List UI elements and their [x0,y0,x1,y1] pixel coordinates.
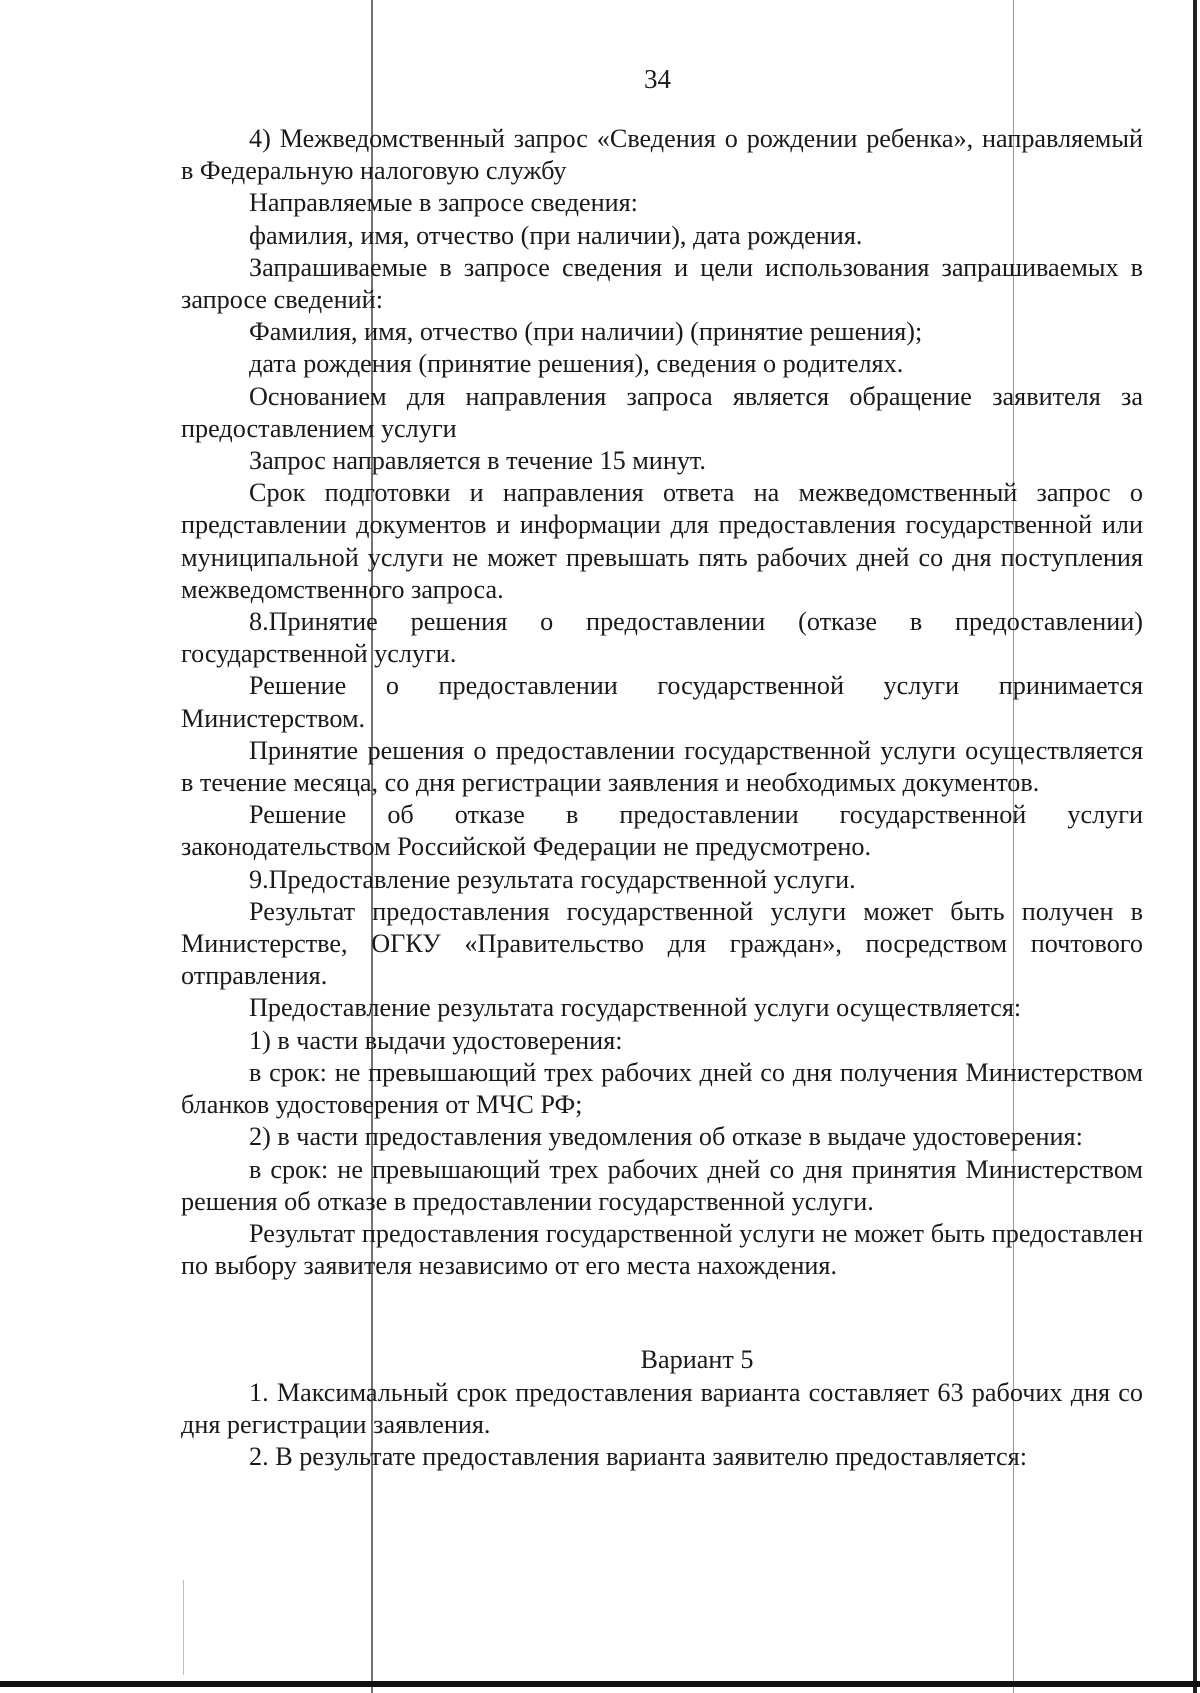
paragraph: 9.Предоставление результата государственной услуги. [249,864,856,894]
paragraph: Фамилия, имя, отчество (при наличии) (принятие решения); [249,317,923,347]
paragraph: Запрос направляется в течение 15 минут. [249,446,706,476]
page-number: 34 [644,64,671,94]
scan-edge-bottom [0,1681,1200,1687]
paragraph: Срок подготовки и направления ответа на межведомственный запрос о представлении документов и информации для предоставления государственной или муниципальной услуги не может превышать пять рабочих дней со дня поступления межведомственного запроса. [181,478,1143,604]
paragraph: 1. Максимальный срок предоставления варианта составляет 63 рабочих дня со дня регистрации заявления. [181,1377,1143,1439]
paragraph: Принятие решения о предоставлении государственной услуги осуществляется в течение месяца, со дня регистрации заявления и необходимых документов. [181,735,1143,798]
paragraph: Запрашиваемые в запросе сведения и цели использования запрашиваемых в запросе сведений: [181,252,1143,315]
paragraph: 2. В результате предоставления варианта заявителю предоставляется: [249,1441,1028,1471]
paragraph: Результат предоставления государственной услуги не может быть предоставлен по выбору заявителя независимо от его места нахождения. [181,1218,1143,1281]
paragraph: 8.Принятие решения о предоставлении (отказе в предоставлении) государственной услуги. [181,607,1143,669]
scan-artifact-line [183,1580,184,1675]
paragraph: Решение о предоставлении государственной услуги принимается Министерством. [181,671,1143,733]
scan-edge-right [1193,0,1197,1693]
section-heading: Вариант 5 [640,1345,754,1375]
paragraph: 4) Межведомственный запрос «Сведения о рождении ребенка», направляемый в Федеральную налоговую службу [181,124,1143,186]
document-body [181,123,1143,1473]
paragraph: в срок: не превышающий трех рабочих дней со дня принятия Министерством решения об отказе в предоставлении государственной услуги. [181,1154,1143,1216]
paragraph: 1) в части выдачи удостоверения: [249,1025,623,1055]
paragraph: Решение об отказе в предоставлении государственной услуги законодательством Российской Федерации не предусмотрено. [181,800,1143,862]
paragraph: дата рождения (принятие решения), сведения о родителях. [249,349,904,379]
paragraph: фамилия, имя, отчество (при наличии), дата рождения. [249,220,863,250]
paragraph: Направляемые в запросе сведения: [249,188,638,218]
paragraph: Основанием для направления запроса является обращение заявителя за предоставлением услуги [181,381,1143,443]
paragraph: 2) в части предоставления уведомления об отказе в выдаче удостоверения: [249,1122,1083,1152]
paragraph: Предоставление результата государственной услуги осуществляется: [249,993,1022,1023]
paragraph: Результат предоставления государственной услуги может быть получен в Министерстве, ОГКУ «Правительство для граждан», посредством почтового отправления. [181,896,1143,991]
paragraph: в срок: не превышающий трех рабочих дней со дня получения Министерством бланков удостоверения от МЧС РФ; [181,1057,1143,1120]
